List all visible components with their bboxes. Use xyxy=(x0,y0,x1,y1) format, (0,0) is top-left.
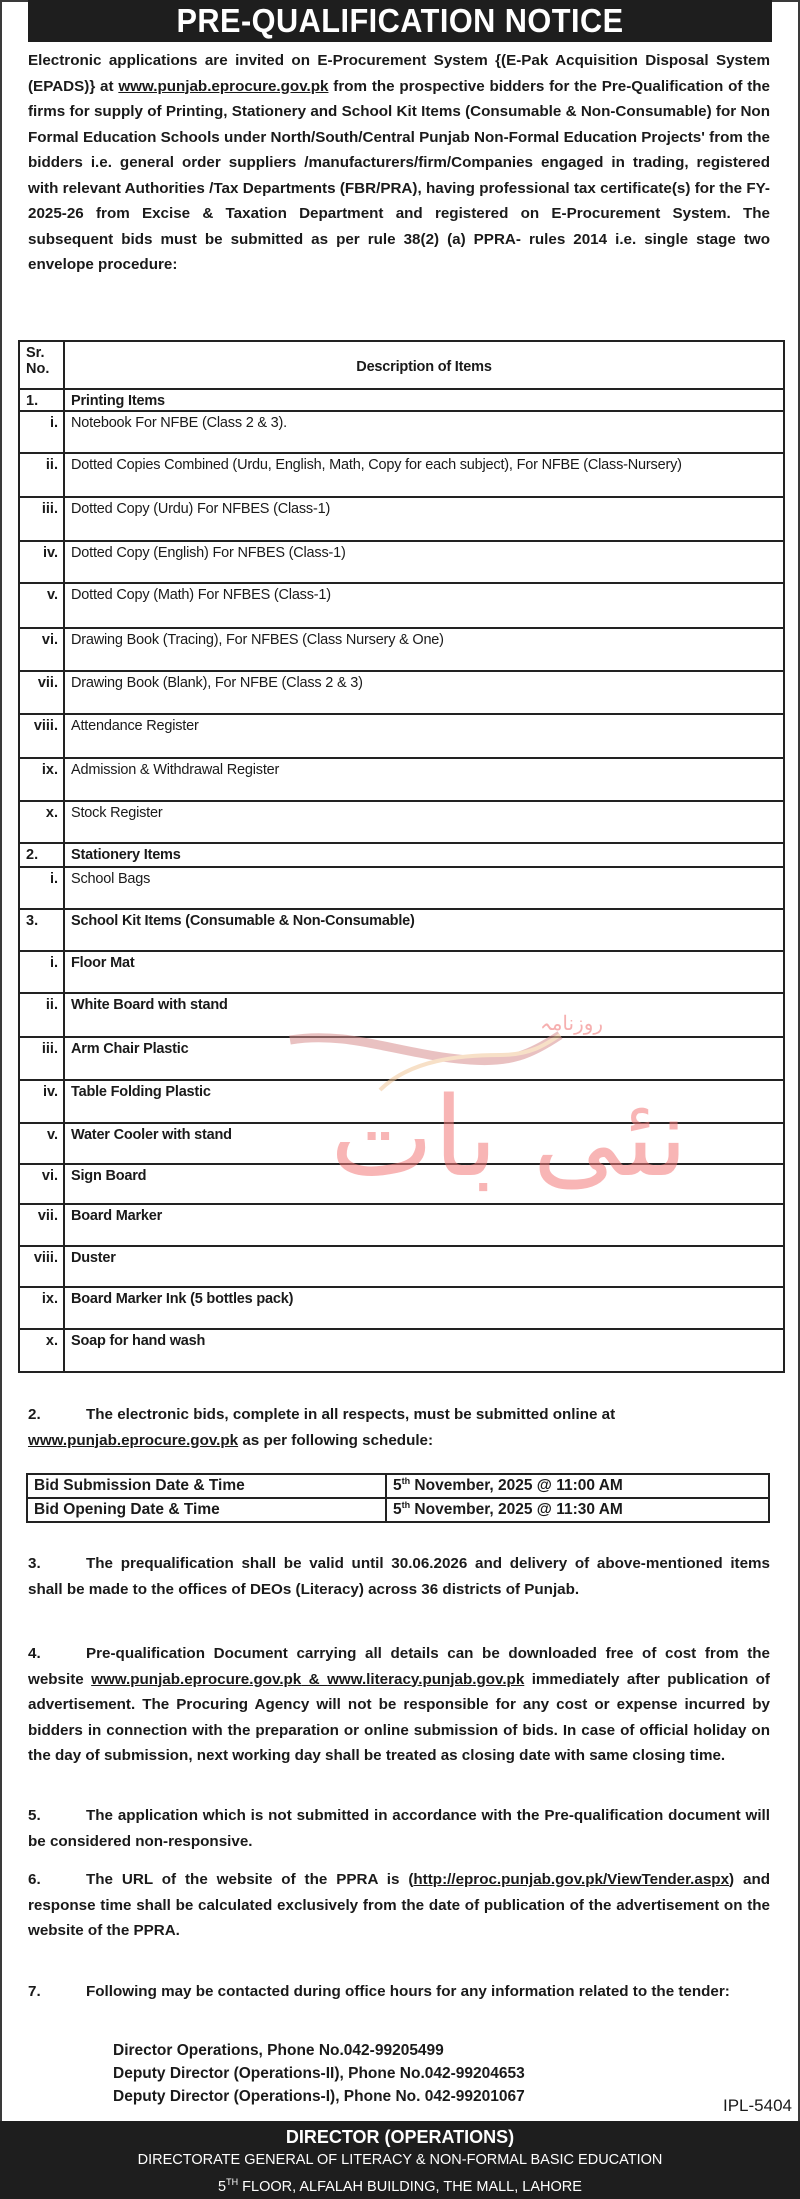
intro-text: Electronic applications are invited on E-Procurement System {(E-Pak Acquisition Disposal System (EPADS)} at xyxy=(28,52,770,95)
schedule-row-submission: Bid Submission Date & Time 5th November, 2025 @ 11:00 AM xyxy=(27,1474,769,1498)
item-description: Duster xyxy=(64,1246,784,1287)
item-description: Sign Board xyxy=(64,1164,784,1204)
item-description: Attendance Register xyxy=(64,714,784,758)
contact-deputy-director-ii: Deputy Director (Operations-II), Phone No.042-99204653 xyxy=(113,2065,525,2082)
table-row xyxy=(19,1329,784,1372)
schedule-row-opening: Bid Opening Date & Time 5th November, 2025 @ 11:30 AM xyxy=(27,1498,769,1522)
item-serial: viii. xyxy=(19,714,64,758)
table-row xyxy=(19,541,784,583)
item-description: Drawing Book (Tracing), For NFBES (Class Nursery & One) xyxy=(64,628,784,671)
item-serial: v. xyxy=(19,583,64,628)
item-description: Table Folding Plastic xyxy=(64,1080,784,1123)
table-row xyxy=(19,1246,784,1287)
item-description: Admission & Withdrawal Register xyxy=(64,758,784,801)
paragraph-5: 5. The application which is not submitted in accordance with the Pre-qualification document will be considered non-responsive. xyxy=(28,1807,770,1850)
watermark-main-text: نئی بات xyxy=(330,1073,689,1201)
table-row xyxy=(19,801,784,843)
paragraph-3: 3. The prequalification shall be valid until 30.06.2026 and delivery of above-mentioned items shall be made to the offices of DEOs (Literacy) across 36 districts of Punjab. xyxy=(28,1555,770,1598)
items-table xyxy=(18,340,785,1373)
description-header: Description of Items xyxy=(64,341,784,389)
table-category-row xyxy=(19,909,784,951)
item-serial: x. xyxy=(19,1329,64,1372)
table-row xyxy=(19,1204,784,1246)
item-serial: 1. xyxy=(19,389,64,411)
ppra-link[interactable]: http://eproc.punjab.gov.pk/ViewTender.aspx xyxy=(413,1871,730,1888)
item-serial: iv. xyxy=(19,1080,64,1123)
item-description: Floor Mat xyxy=(64,951,784,993)
footer-address: 5TH FLOOR, ALFALAH BUILDING, THE MALL, LAHORE xyxy=(218,2177,582,2195)
table-row xyxy=(19,1037,784,1080)
paragraph-7: 7. Following may be contacted during office hours for any information related to the tender: xyxy=(28,1983,730,2000)
table-row xyxy=(19,951,784,993)
intro-paragraph xyxy=(28,48,770,278)
item-serial: x. xyxy=(19,801,64,843)
item-serial: vii. xyxy=(19,671,64,714)
item-serial: v. xyxy=(19,1123,64,1164)
table-row xyxy=(19,758,784,801)
notice-title: PRE-QUALIFICATION NOTICE xyxy=(28,0,772,42)
item-description: Notebook For NFBE (Class 2 & 3). xyxy=(64,411,784,453)
item-description: Dotted Copy (Urdu) For NFBES (Class-1) xyxy=(64,497,784,541)
table-row xyxy=(19,1287,784,1329)
table-category-row xyxy=(19,389,784,411)
table-row xyxy=(19,628,784,671)
item-serial: ix. xyxy=(19,758,64,801)
table-row xyxy=(19,1080,784,1123)
item-serial: ix. xyxy=(19,1287,64,1329)
item-description: Dotted Copy (Math) For NFBES (Class-1) xyxy=(64,583,784,628)
footer-director: DIRECTOR (OPERATIONS) xyxy=(285,2127,515,2147)
item-serial: 3. xyxy=(19,909,64,951)
table-row xyxy=(19,411,784,453)
contact-deputy-director-i: Deputy Director (Operations-I), Phone No. 042-99201067 xyxy=(113,2088,525,2105)
paragraph-4: 4. Pre-qualification Document carrying all details can be downloaded free of cost from the website www.punjab.eprocure.gov.pk & www.literacy.punjab.gov.pk immediately after publication of advertisement. The Procuring Agency will not be responsible for any cost or expense incurred by bidders in connection with the preparation or online submission of bids. In case of official holiday on the day of submission, next working day shall be treated as closing date with same closing time. xyxy=(28,1645,770,1764)
literacy-link[interactable]: www.literacy.punjab.gov.pk xyxy=(327,1670,525,1688)
item-serial: ii. xyxy=(19,993,64,1037)
item-description: White Board with stand xyxy=(64,993,784,1037)
eprocure-link-3[interactable]: www.punjab.eprocure.gov.pk xyxy=(91,1670,302,1688)
item-serial: vi. xyxy=(19,628,64,671)
item-description: Board Marker xyxy=(64,1204,784,1246)
item-description: School Kit Items (Consumable & Non-Consumable) xyxy=(64,909,784,951)
table-row xyxy=(19,1164,784,1204)
item-serial: 2. xyxy=(19,843,64,867)
table-row xyxy=(19,867,784,909)
table-row xyxy=(19,583,784,628)
item-description: Stock Register xyxy=(64,801,784,843)
eprocure-link[interactable]: www.punjab.eprocure.gov.pk xyxy=(118,77,329,95)
table-row xyxy=(19,714,784,758)
item-description: Soap for hand wash xyxy=(64,1329,784,1372)
item-description: School Bags xyxy=(64,867,784,909)
table-row xyxy=(19,671,784,714)
item-description: Board Marker Ink (5 bottles pack) xyxy=(64,1287,784,1329)
table-row xyxy=(19,497,784,541)
table-category-row xyxy=(19,843,784,867)
item-serial: i. xyxy=(19,411,64,453)
footer-directorate: DIRECTORATE GENERAL OF LITERACY & NON-FORMAL BASIC EDUCATION xyxy=(137,2152,663,2168)
table-header-row xyxy=(19,341,784,389)
watermark-small-text: روزنامہ xyxy=(540,1013,604,1035)
paragraph-6: 6. The URL of the website of the PPRA is (http://eproc.punjab.gov.pk/ViewTender.aspx) and response time shall be calculated exclusively from the date of publication of the advertisement on the website of the PPRA. xyxy=(28,1871,770,1939)
reference-code: IPL-5404 xyxy=(723,2096,792,2115)
item-serial: iv. xyxy=(19,541,64,583)
contact-director: Director Operations, Phone No.042-99205499 xyxy=(113,2042,444,2059)
item-description: Printing Items xyxy=(64,389,784,411)
item-serial: iii. xyxy=(19,1037,64,1080)
bid-schedule-table xyxy=(26,1473,770,1523)
item-serial: i. xyxy=(19,951,64,993)
item-description: Stationery Items xyxy=(64,843,784,867)
item-description: Dotted Copies Combined (Urdu, English, Math, Copy for each subject), For NFBE (Class-Nursery) xyxy=(64,453,784,497)
footer-banner xyxy=(0,2121,800,2199)
table-row xyxy=(19,453,784,497)
submission-datetime: 5th November, 2025 @ 11:00 AM xyxy=(386,1474,769,1498)
table-row xyxy=(19,1123,784,1164)
item-serial: vi. xyxy=(19,1164,64,1204)
contact-list xyxy=(113,2039,525,2108)
item-serial: vii. xyxy=(19,1204,64,1246)
item-serial: i. xyxy=(19,867,64,909)
sr-header: Sr. No. xyxy=(19,341,64,389)
item-description: Dotted Copy (English) For NFBES (Class-1) xyxy=(64,541,784,583)
opening-datetime: 5th November, 2025 @ 11:30 AM xyxy=(386,1498,769,1522)
item-serial: ii. xyxy=(19,453,64,497)
item-description: Drawing Book (Blank), For NFBE (Class 2 & 3) xyxy=(64,671,784,714)
item-description: Arm Chair Plastic xyxy=(64,1037,784,1080)
intro-text-cont: from the prospective bidders for the Pre-Qualification of the firms for supply of Printing, Stationery and School Kit Items (Consumable & Non-Consumable) for Non Formal Education Schools under North/South/Central Punjab Non-Formal Education Projects' from the bidders i.e. general order suppliers /manufacturers/firm/Companies engaged in trading, registered with relevant Authorities /Tax Departments (FBR/PRA), having professional tax certificate(s) for the FY-2025-26 from Excise & Taxation Department and registered on E-Procurement System. The subsequent bids must be submitted as per rule 38(2) (a) PPRA- rules 2014 i.e. single stage two envelope procedure: xyxy=(28,77,771,273)
paragraph-2: 2. The electronic bids, complete in all respects, must be submitted online at www.punjab.eprocure.gov.pk as per following schedule: xyxy=(28,1406,616,1449)
item-serial: viii. xyxy=(19,1246,64,1287)
eprocure-link-2[interactable]: www.punjab.eprocure.gov.pk xyxy=(28,1431,239,1449)
item-serial: iii. xyxy=(19,497,64,541)
item-description: Water Cooler with stand xyxy=(64,1123,784,1164)
table-row xyxy=(19,993,784,1037)
